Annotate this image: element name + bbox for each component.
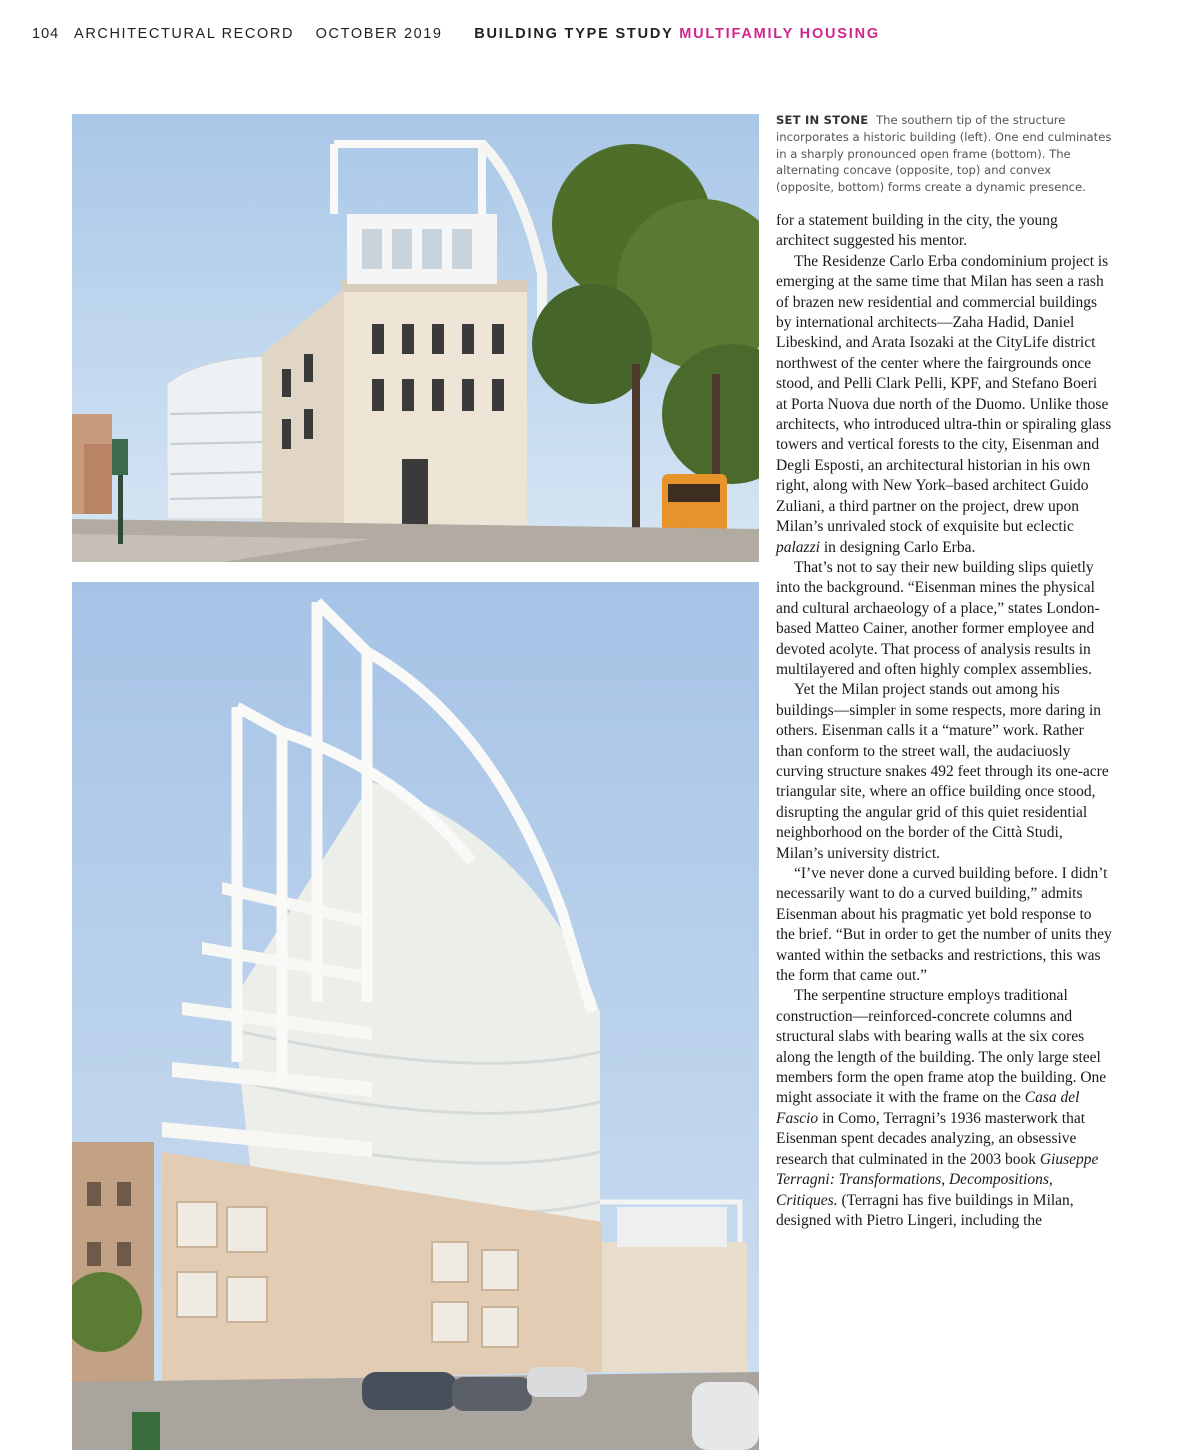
- page-number: 104: [32, 26, 60, 42]
- photo-curved-tower-image: [72, 582, 759, 1450]
- paragraph-6-italic-2: Giuseppe Terragni: Transformations, Decompositions, Critiques.: [776, 1150, 1099, 1209]
- caption-lead: SET IN STONE: [776, 113, 869, 127]
- photo-curved-tower: [72, 582, 759, 1450]
- paragraph-2-italic: palazzi: [776, 538, 820, 556]
- paragraph-5: “I’ve never done a curved building before. I didn’t necessarily want to do a curved building,” admits Eisenman about his pragmatic yet bold response to the brief. “But in order to get the number of units they wanted within the setbacks and restrictions, this was the form that came out.”: [776, 865, 1112, 985]
- photo-historic-building: [72, 114, 759, 562]
- topic-label: MULTIFAMILY HOUSING: [679, 26, 880, 42]
- paragraph-1: for a statement building in the city, the young architect suggested his mentor.: [776, 212, 1058, 250]
- paragraph-2: [776, 252, 1112, 558]
- paragraph-2-end: in designing Carlo Erba.: [823, 538, 976, 556]
- running-header: [32, 26, 880, 42]
- paragraph-2-text: The Residenze Carlo Erba condominium project is emerging at the same time that Milan has seen a rash of brazen new residential and commercial buildings by international architects—Zaha Hadid, Daniel Libeskind, and Arata Isozaki at the CityLife district northwest of the center where the fairgrounds once stood, and Pelli Clark Pelli, KPF, and Stefano Boeri at Porta Nuova due north of the Duomo. Unlike those architects, who introduced ultra-thin or spiraling glass towers and vertical forests to the city, Eisenman and Degli Esposti, an architectural historian in his own right, along with New York–based architect Guido Zuliani, a third partner on the project, drew upon Milan’s unrivaled stock of exquisite but eclectic: [776, 252, 1112, 536]
- paragraph-6-text-a: The serpentine structure employs traditional construction—reinforced-concrete columns and structural slabs with bearing walls at the six cores along the length of the building. The only large steel members form the open frame atop the building. One might associate it with the frame on the: [776, 987, 1107, 1107]
- section-label: BUILDING TYPE STUDY: [474, 26, 674, 42]
- issue-date: OCTOBER 2019: [315, 26, 443, 42]
- paragraph-6-italic-1: Casa del Fascio: [776, 1089, 1080, 1127]
- paragraph-6-text-b: in Como, Terragni’s 1936 masterwork that Eisenman spent decades analyzing, an obsessive research that culminated in the 2003 book: [776, 1109, 1086, 1168]
- photo-caption: [776, 112, 1112, 196]
- photo-historic-building-image: [72, 114, 759, 562]
- caption-text: The southern tip of the structure incorporates a historic building (left). One end culminates in a sharply pronounced open frame (bottom). The alternating concave (opposite, top) and convex (opposite, bottom) forms create a dynamic presence.: [776, 113, 1112, 195]
- paragraph-6-text-c: (Terragni has five buildings in Milan, designed with Pietro Lingeri, including the: [776, 1191, 1074, 1229]
- magazine-name: ARCHITECTURAL RECORD: [74, 26, 295, 42]
- paragraph-3: That’s not to say their new building slips quietly into the background. “Eisenman mines the physical and cultural archaeology of a place,” states London-based Matteo Cainer, another former employee and devoted acolyte. That process of analysis results in multilayered and often highly complex assemblies.: [776, 558, 1100, 678]
- article-body: [776, 211, 1112, 1231]
- paragraph-4: Yet the Milan project stands out among his buildings—simpler in some respects, more daring in others. Eisenman calls it a “mature” work. Rather than conform to the street wall, the audaciuosly curving structure snakes 492 feet through its one-acre triangular site, where an office building once stood, disrupting the angular grid of this quiet residential neighborhood on the border of the Città Studi, Milan’s university district.: [776, 681, 1109, 862]
- paragraph-6: [776, 986, 1112, 1231]
